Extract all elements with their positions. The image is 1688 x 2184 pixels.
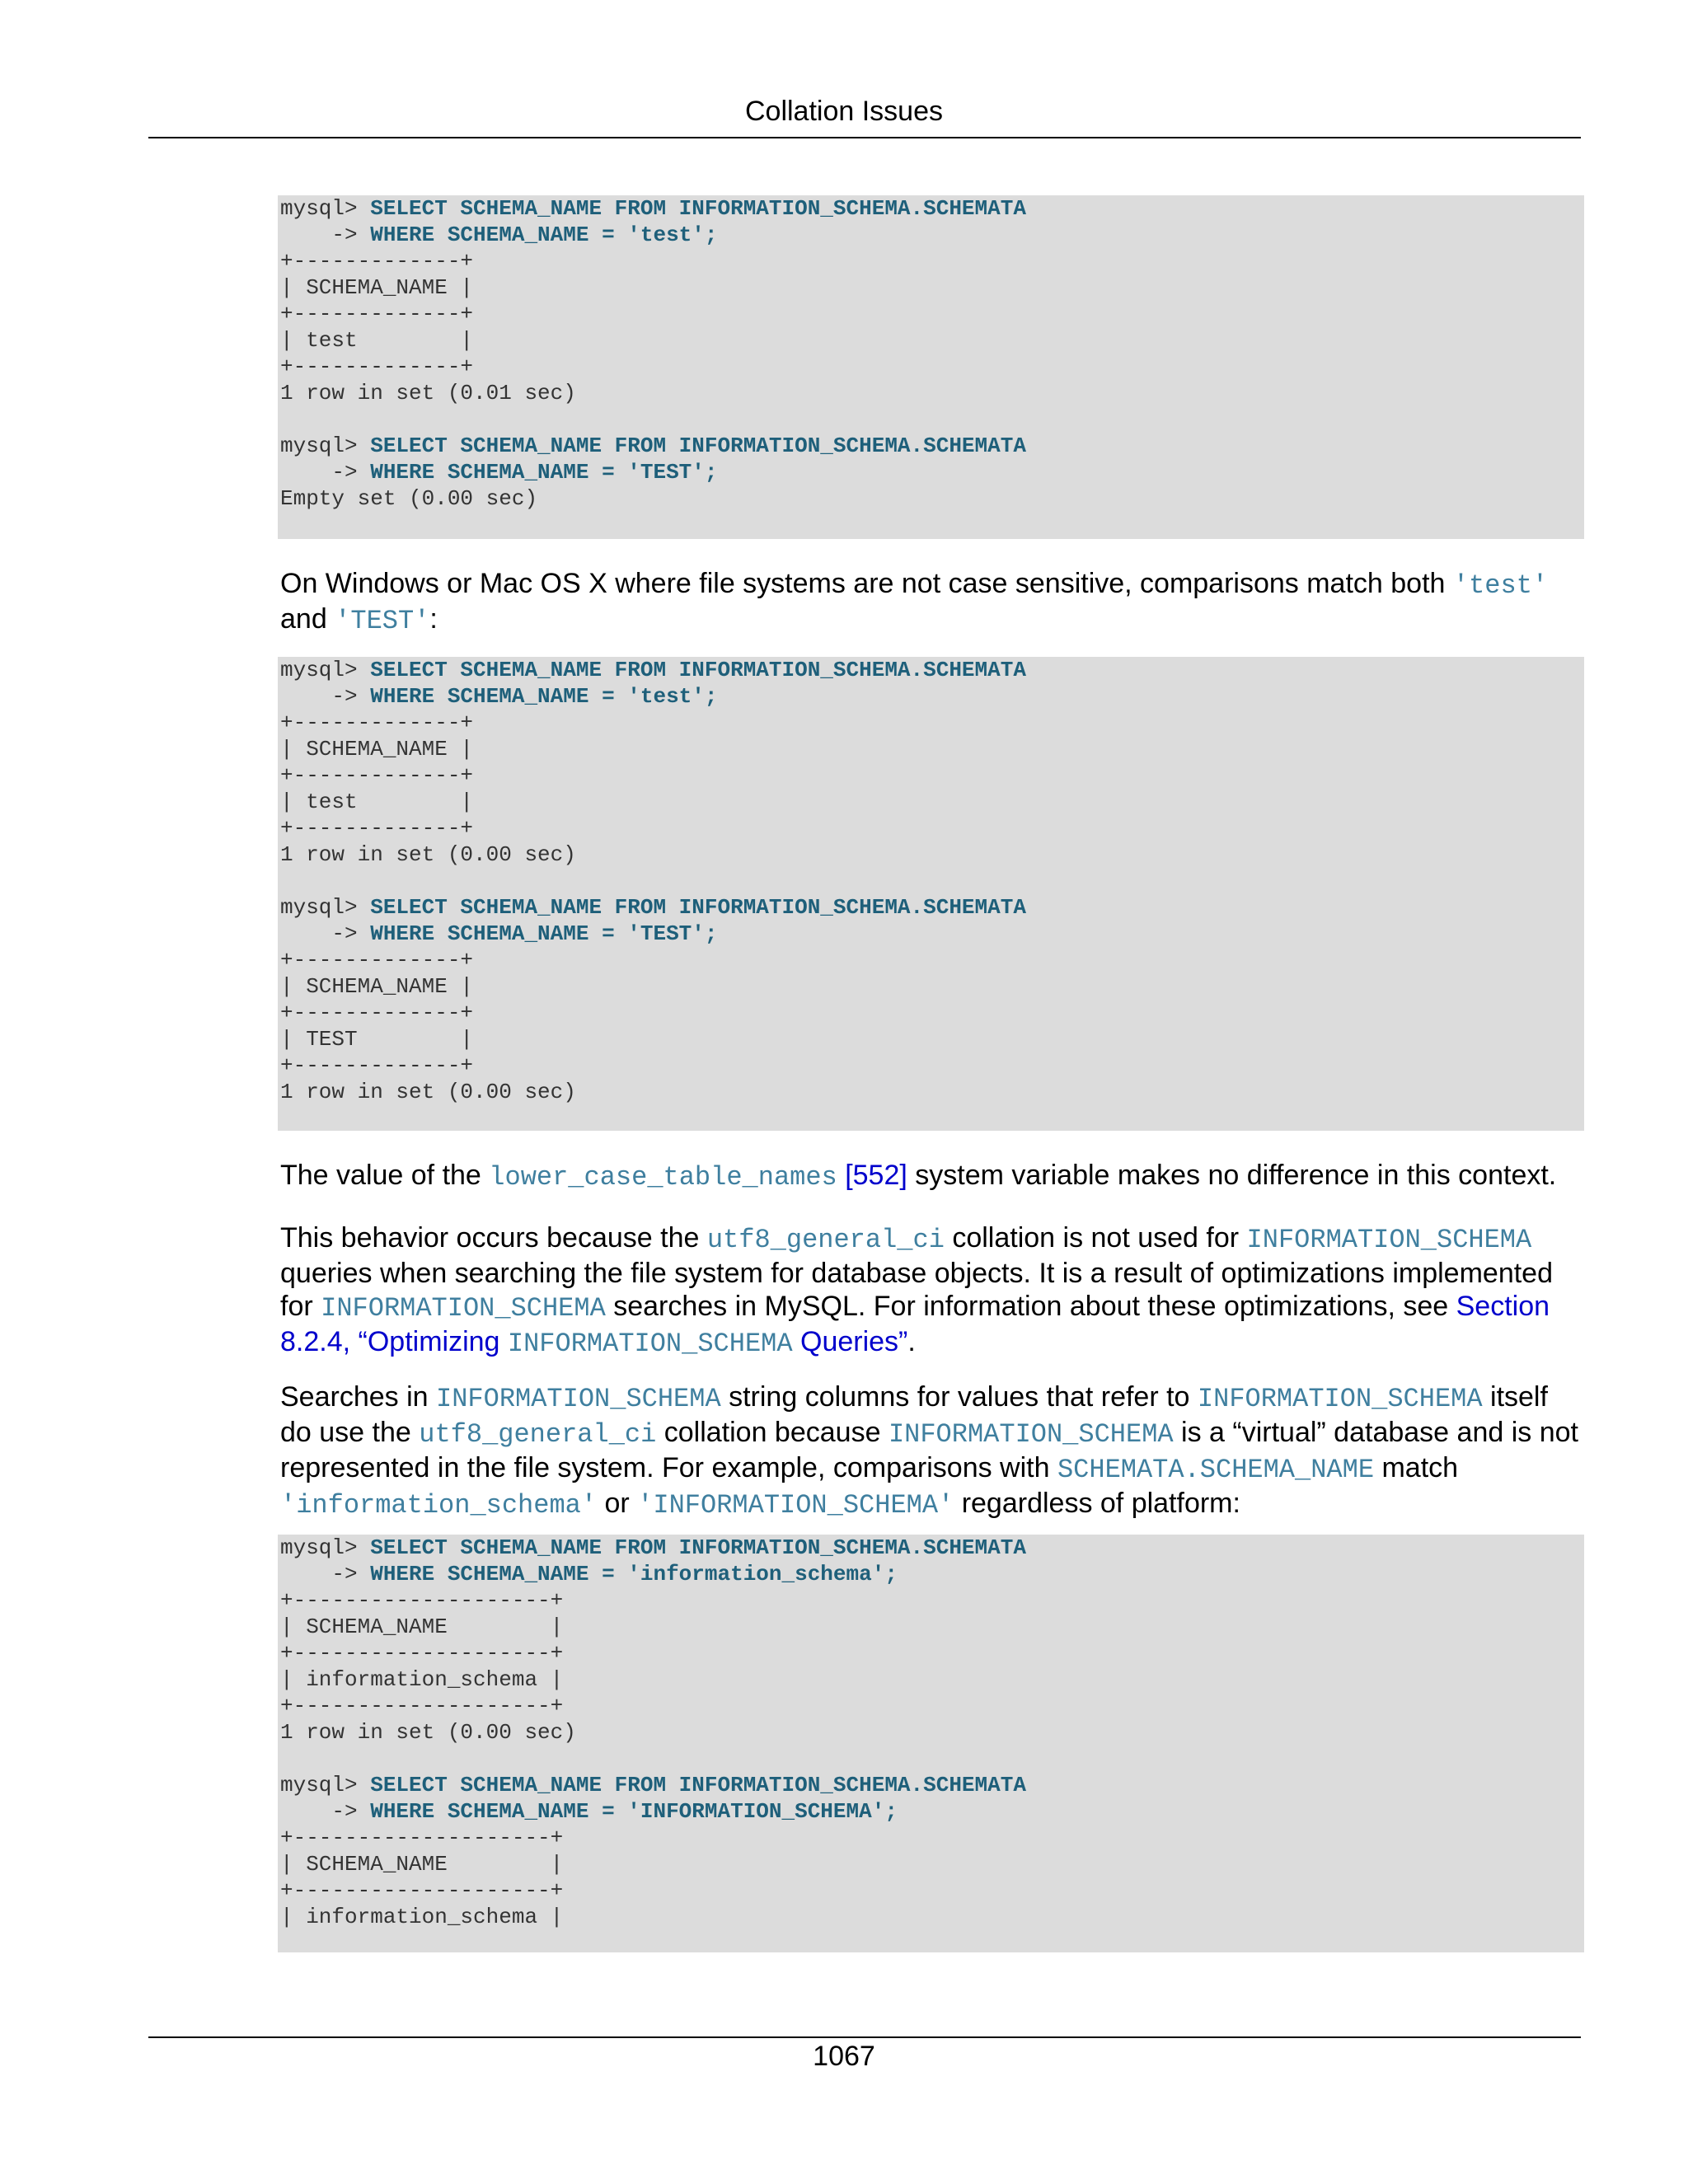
cross-reference-link[interactable]: [552] xyxy=(845,1160,907,1191)
code-line xyxy=(280,1877,1584,1904)
code-command: SELECT SCHEMA_NAME FROM INFORMATION_SCHEMA.SCHEMATA xyxy=(370,658,1026,682)
code-output: +--------------------+ xyxy=(280,1878,564,1903)
code-output: +-------------+ xyxy=(280,816,474,841)
cross-reference-link[interactable]: Section 8.2.4, “Optimizing xyxy=(280,1291,1550,1357)
code-output: +-------------+ xyxy=(280,302,474,326)
code-line xyxy=(280,657,1584,683)
code-line xyxy=(280,789,1584,815)
paragraph-text: Searches in xyxy=(280,1381,436,1413)
paragraph-text: collation because xyxy=(656,1417,889,1448)
inline-code: INFORMATION_SCHEMA xyxy=(436,1384,721,1414)
code-command: WHERE SCHEMA_NAME = 'test'; xyxy=(370,684,718,709)
page-header-title: Collation Issues xyxy=(744,96,943,127)
paragraph-text: collation is not used for xyxy=(944,1222,1247,1254)
code-prompt: -> xyxy=(280,1562,371,1586)
code-prompt: -> xyxy=(280,460,371,485)
code-output: Empty set (0.00 sec) xyxy=(280,486,538,511)
code-line xyxy=(280,459,1584,485)
code-output: | TEST | xyxy=(280,1027,474,1052)
code-line xyxy=(280,815,1584,841)
code-output: | information_schema | xyxy=(280,1667,564,1692)
code-output: | SCHEMA_NAME | xyxy=(280,974,474,999)
code-line xyxy=(280,947,1584,973)
inline-code: SCHEMATA.SCHEMA_NAME xyxy=(1057,1455,1375,1485)
paragraph-text: queries when searching the file system for database objects. It is a result of optimizations implemented for xyxy=(280,1258,1553,1322)
paragraph-text: and xyxy=(280,603,335,635)
code-line xyxy=(280,973,1584,1000)
code-line xyxy=(280,485,1584,512)
inline-code: INFORMATION_SCHEMA xyxy=(507,1329,793,1359)
inline-code: INFORMATION_SCHEMA xyxy=(1246,1225,1532,1255)
inline-code: 'information_schema' xyxy=(280,1490,598,1521)
code-output: 1 row in set (0.01 sec) xyxy=(280,381,576,405)
code-line xyxy=(280,1000,1584,1026)
code-command: SELECT SCHEMA_NAME FROM INFORMATION_SCHEMA.SCHEMATA xyxy=(370,1535,1026,1560)
paragraph-case-insensitive xyxy=(280,567,1582,638)
code-line xyxy=(280,683,1584,710)
code-line xyxy=(280,921,1584,947)
inline-code: lower_case_table_names xyxy=(489,1162,837,1193)
paragraph-text: match xyxy=(1374,1452,1459,1483)
code-prompt: mysql> xyxy=(280,196,371,221)
code-line xyxy=(280,1026,1584,1052)
code-output: 1 row in set (0.00 sec) xyxy=(280,1720,576,1745)
code-output: +-------------+ xyxy=(280,249,474,274)
code-command: WHERE SCHEMA_NAME = 'information_schema'; xyxy=(370,1562,898,1586)
code-output: +-------------+ xyxy=(280,354,474,379)
code-line xyxy=(280,380,1584,406)
code-output: | information_schema | xyxy=(280,1905,564,1929)
code-example-2 xyxy=(278,657,1584,1131)
code-command: WHERE SCHEMA_NAME = 'TEST'; xyxy=(370,460,718,485)
code-output: +--------------------+ xyxy=(280,1588,564,1613)
inline-code: INFORMATION_SCHEMA xyxy=(888,1419,1174,1450)
code-line xyxy=(280,1719,1584,1746)
paragraph-behavior-explanation xyxy=(280,1221,1582,1361)
code-output: +-------------+ xyxy=(280,763,474,788)
code-line xyxy=(280,1772,1584,1798)
code-output: +--------------------+ xyxy=(280,1825,564,1850)
code-output: | SCHEMA_NAME | xyxy=(280,275,474,300)
code-output: | SCHEMA_NAME | xyxy=(280,1615,564,1639)
code-output: +--------------------+ xyxy=(280,1694,564,1718)
code-example-3 xyxy=(278,1535,1584,1952)
code-line xyxy=(280,1640,1584,1666)
inline-code: utf8_general_ci xyxy=(419,1419,657,1450)
code-output: | SCHEMA_NAME | xyxy=(280,737,474,762)
code-line xyxy=(280,1614,1584,1640)
code-line xyxy=(280,301,1584,327)
code-output: +-------------+ xyxy=(280,1001,474,1025)
code-command: SELECT SCHEMA_NAME FROM INFORMATION_SCHEMA.SCHEMATA xyxy=(370,1773,1026,1797)
code-line xyxy=(280,222,1584,248)
inline-code: INFORMATION_SCHEMA xyxy=(1197,1384,1483,1414)
code-command: SELECT SCHEMA_NAME FROM INFORMATION_SCHEMA.SCHEMATA xyxy=(370,434,1026,458)
paragraph-text: or xyxy=(597,1488,638,1519)
code-command: WHERE SCHEMA_NAME = 'TEST'; xyxy=(370,921,718,946)
inline-code: 'INFORMATION_SCHEMA' xyxy=(637,1490,954,1521)
code-line xyxy=(280,1825,1584,1851)
code-line xyxy=(280,894,1584,921)
code-output: +--------------------+ xyxy=(280,1641,564,1666)
code-line xyxy=(280,433,1584,459)
code-prompt: mysql> xyxy=(280,434,371,458)
paragraph-text: The value of the xyxy=(280,1160,490,1191)
code-output: +-------------+ xyxy=(280,948,474,972)
code-line xyxy=(280,1561,1584,1587)
code-line xyxy=(280,1666,1584,1693)
code-prompt: mysql> xyxy=(280,1773,371,1797)
paragraph-text: is a “virtual” database and is not represented in the file system. For example, comparisons with xyxy=(280,1417,1578,1483)
inline-code: utf8_general_ci xyxy=(706,1225,945,1255)
paragraph-text xyxy=(837,1160,845,1191)
code-prompt: -> xyxy=(280,1799,371,1824)
paragraph-text: regardless of platform: xyxy=(954,1488,1240,1519)
inline-code: 'test' xyxy=(1452,570,1549,601)
code-prompt: -> xyxy=(280,921,371,946)
code-command: WHERE SCHEMA_NAME = 'test'; xyxy=(370,223,718,247)
paragraph-text: . xyxy=(907,1326,916,1357)
code-line xyxy=(280,1851,1584,1877)
code-line xyxy=(280,1587,1584,1614)
paragraph-lower-case-table-names xyxy=(280,1159,1582,1194)
code-line xyxy=(280,841,1584,868)
code-line xyxy=(280,710,1584,736)
code-prompt: mysql> xyxy=(280,1535,371,1560)
paragraph-text: string columns for values that refer to xyxy=(720,1381,1198,1413)
code-output: | test | xyxy=(280,328,474,353)
code-command: SELECT SCHEMA_NAME FROM INFORMATION_SCHEMA.SCHEMATA xyxy=(370,895,1026,920)
header-rule xyxy=(148,137,1581,138)
code-line xyxy=(280,1052,1584,1079)
code-command: WHERE SCHEMA_NAME = 'INFORMATION_SCHEMA'; xyxy=(370,1799,898,1824)
code-line xyxy=(280,762,1584,789)
code-prompt: mysql> xyxy=(280,895,371,920)
code-line xyxy=(280,1535,1584,1561)
code-line xyxy=(280,248,1584,274)
paragraph-text: This behavior occurs because the xyxy=(280,1222,707,1254)
cross-reference-link[interactable]: Queries” xyxy=(792,1326,908,1357)
inline-code: INFORMATION_SCHEMA xyxy=(321,1293,606,1324)
code-line xyxy=(280,1693,1584,1719)
code-output: 1 row in set (0.00 sec) xyxy=(280,842,576,867)
code-command: SELECT SCHEMA_NAME FROM INFORMATION_SCHEMA.SCHEMATA xyxy=(370,196,1026,221)
code-line xyxy=(280,736,1584,762)
paragraph-text: On Windows or Mac OS X where file systems are not case sensitive, comparisons match both xyxy=(280,568,1453,599)
code-line xyxy=(280,195,1584,222)
code-line xyxy=(280,1798,1584,1825)
code-line xyxy=(280,354,1584,380)
inline-code: 'TEST' xyxy=(335,606,430,636)
page-number: 1067 xyxy=(813,2041,875,2072)
code-output: +-------------+ xyxy=(280,710,474,735)
code-prompt: -> xyxy=(280,684,371,709)
paragraph-text: searches in MySQL. For information about these optimizations, see xyxy=(605,1291,1456,1322)
paragraph-virtual-database xyxy=(280,1380,1582,1522)
paragraph-text: system variable makes no difference in this context. xyxy=(907,1160,1557,1191)
code-prompt: -> xyxy=(280,223,371,247)
code-output: +-------------+ xyxy=(280,1053,474,1078)
footer-rule xyxy=(148,2036,1581,2038)
code-prompt: mysql> xyxy=(280,658,371,682)
code-output: 1 row in set (0.00 sec) xyxy=(280,1080,576,1104)
code-example-1 xyxy=(278,195,1584,539)
paragraph-text: : xyxy=(429,603,438,635)
code-output: | test | xyxy=(280,790,474,814)
code-output: | SCHEMA_NAME | xyxy=(280,1852,564,1877)
code-line xyxy=(280,1079,1584,1105)
paragraph-text: itself do use the xyxy=(280,1381,1548,1448)
code-line xyxy=(280,327,1584,354)
code-line xyxy=(280,274,1584,301)
code-line xyxy=(280,1904,1584,1930)
